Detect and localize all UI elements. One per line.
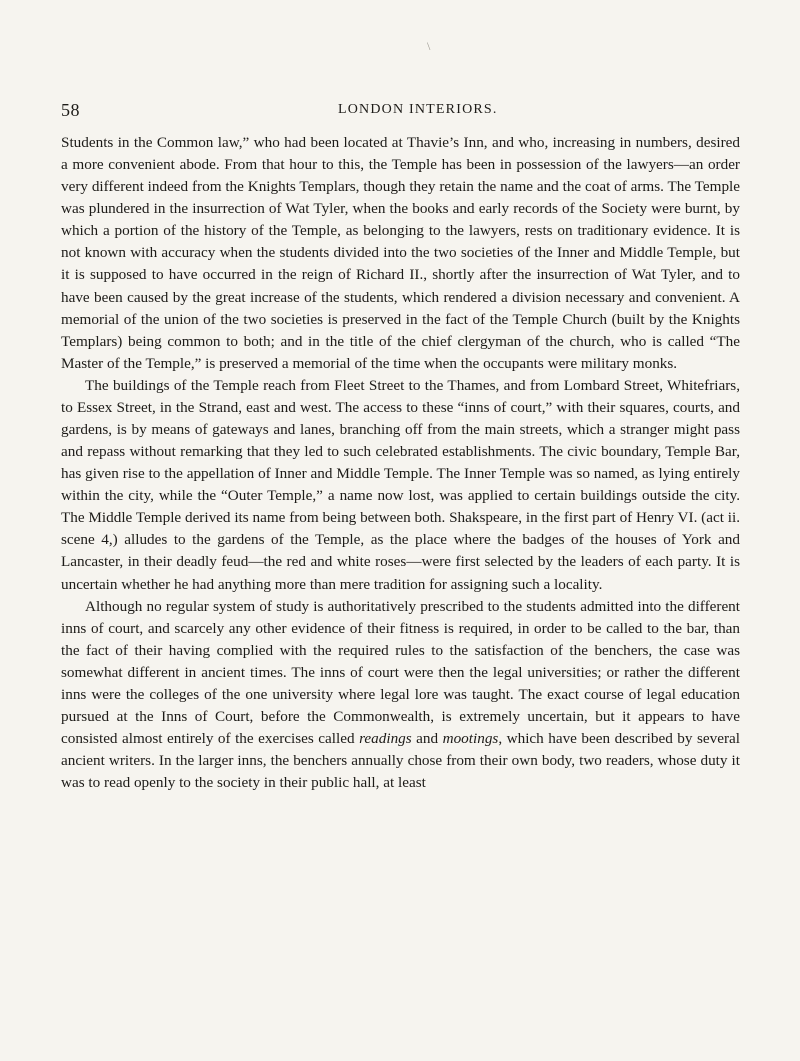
text-run: , which have been described by several ancient writers. In the larger inns, the benchers annually chose from their own body, two readers, whose duty it was to read openly to the society in their public hall, at least <box>61 730 741 792</box>
running-title: LONDON INTERIORS. <box>338 102 498 117</box>
text-run: Although no regular system of study is authoritatively prescribed to the students admitted into the different inns of court, and scarcely any other evidence of their fitness is required, in order to be called to the bar, than the fact of their having complied with the required rules to the satisfaction of the benchers, the case was somewhat different in ancient times. The inns of court were then the legal universities; or rather the different inns were the colleges of the one university where legal lore was taught. The exact course of legal education pursued at the Inns of Court, before the Commonwealth, is extremely uncertain, but it appears to have consisted almost entirely of the exercises called <box>61 597 740 748</box>
page-number: 58 <box>61 100 80 120</box>
text-run: and <box>411 730 443 748</box>
paragraph-2 <box>61 375 740 596</box>
text-run: Students in the Common law,” who had been located at Thavie’s Inn, and who, increasing in numbers, desired a more convenient abode. From that hour to this, the Temple has been in possession of the lawyers—an order very different indeed from the Knights Templars, though they retain the name and the coat of arms. The Temple was plundered in the insurrection of Wat Tyler, when the books and early records of the Society were burnt, by which a portion of the history of the Temple, as belonging to the lawyers, rests on traditionary evidence. It is not known with accuracy when the students divided into the two societies of the Inner and Middle Temple, but it is supposed to have occurred in the reign of Richard II., shortly after the insurrection of Wat Tyler, and to have been caused by the great increase of the students, which rendered a division necessary and convenient. A memorial of the union of the two societies is preserved in the fact of the Temple Church (built by the Knights Templars) being common to both; and in the title of the chief clergyman of the church, who is called “The Master of the Temple,” is preserved a memorial of the time when the occupants were military monks. <box>61 134 740 372</box>
page-header <box>61 100 745 122</box>
paragraph-3 <box>61 596 740 795</box>
printer-mark: \ <box>427 39 431 53</box>
paragraph-1 <box>61 132 740 375</box>
italic-term: readings <box>359 730 412 748</box>
body-text <box>61 132 740 794</box>
text-run: The buildings of the Temple reach from Fleet Street to the Thames, and from Lombard Street, Whitefriars, to Essex Street, in the Strand, east and west. The access to these “inns of court,” with their squares, courts, and gardens, is by means of gateways and lanes, branching off from the main streets, which a stranger might pass and repass without remarking that they led to such celebrated establishments. The civic boundary, Temple Bar, has given rise to the appellation of Inner and Middle Temple. The Inner Temple was so named, as lying entirely within the city, while the “Outer Temple,” a name now lost, was applied to certain buildings outside the city. The Middle Temple derived its name from being between both. Shakspeare, in the first part of Henry VI. (act ii. scene 4,) alludes to the gardens of the Temple, as the place where the badges of the houses of York and Lancaster, in their deadly feud—the red and white roses—were first selected by the leaders of each party. It is uncertain whether he had anything more than mere tradition for assigning such a locality. <box>61 376 740 593</box>
italic-term: mootings <box>442 730 499 748</box>
